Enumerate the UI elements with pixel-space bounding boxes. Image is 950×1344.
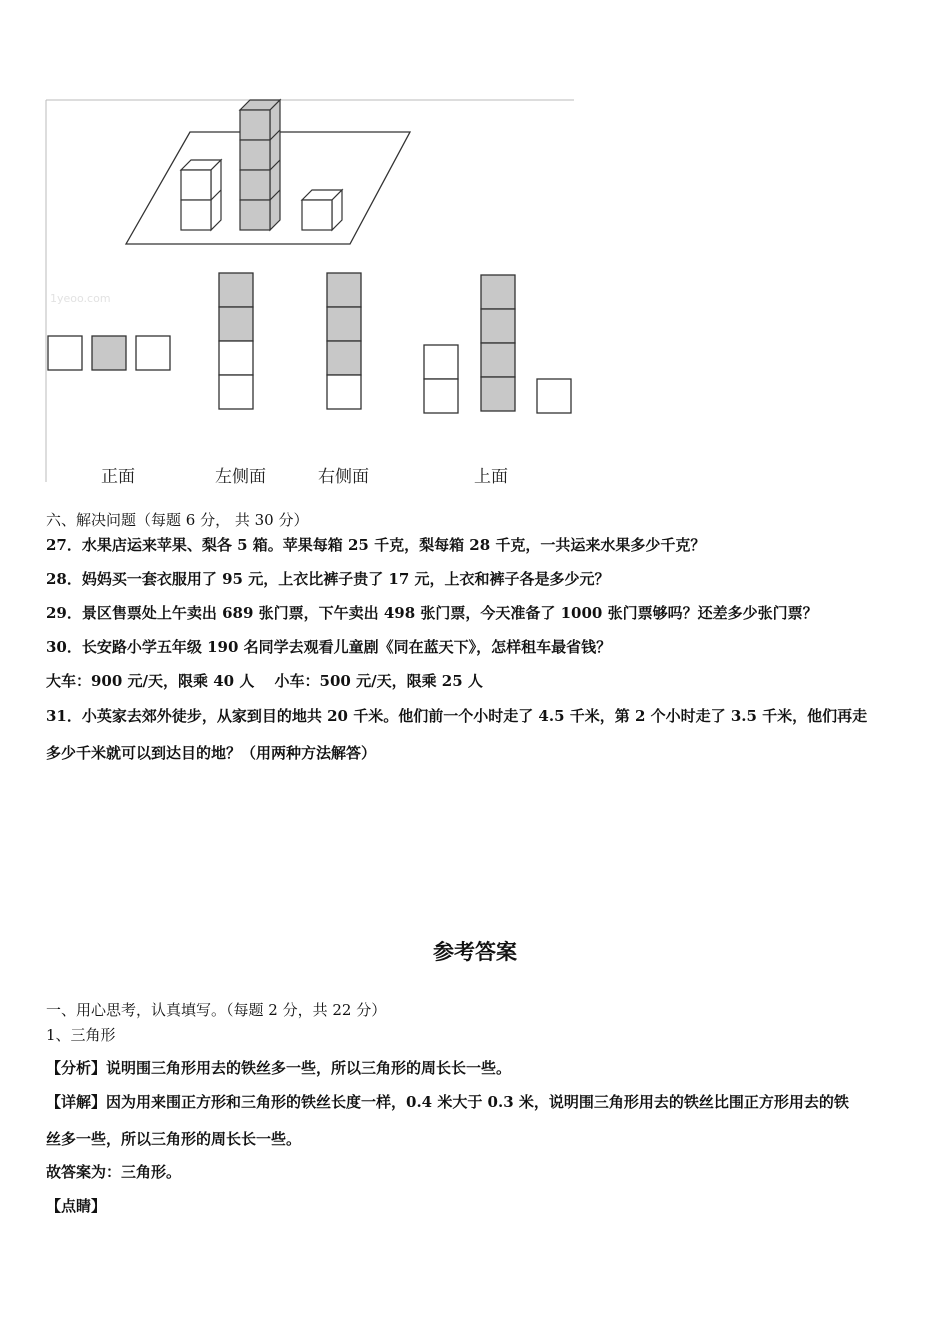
detail-tag: 【详解】 — [46, 1093, 107, 1111]
question-30-detail: 大车：900 元/天，限乘 40 人 小车：500 元/天，限乘 25 人 — [46, 672, 483, 690]
answers-section1-heading: 一、用心思考，认真填写。（每题 2 分，共 22 分） — [46, 1001, 387, 1019]
question-31-line1: 31．小英家去郊外徒步，从家到目的地共 20 千米。他们前一个小时走了 4.5 千米，第 2 个小时走了 3.5 千米，他们再走 — [46, 707, 868, 725]
cube-single-right — [302, 190, 342, 230]
conclusion-line: 故答案为：三角形。 — [46, 1163, 182, 1181]
question-29: 29．景区售票处上午卖出 689 张门票，下午卖出 498 张门票，今天准备了 1000 张门票够吗？还差多少张门票？ — [46, 604, 818, 622]
view-front — [48, 336, 170, 370]
answer-item-1: 1、三角形 — [46, 1026, 116, 1044]
cube-stack-middle — [240, 100, 280, 230]
view-right-side — [327, 273, 361, 409]
question-30: 30．长安路小学五年级 190 名同学去观看儿童剧《同在蓝天下》，怎样租车最省钱？ — [46, 638, 612, 656]
analysis-tag: 【分析】 — [46, 1059, 107, 1077]
comment-tag: 【点睛】 — [46, 1197, 107, 1215]
view-left-side — [219, 273, 253, 409]
view-top — [424, 275, 571, 413]
label-front-view: 正面 — [101, 467, 135, 487]
label-left-side-view: 左侧面 — [215, 467, 266, 487]
detail-line2: 丝多一些，所以三角形的周长长一些。 — [46, 1130, 302, 1148]
label-right-side-view: 右侧面 — [318, 467, 369, 487]
detail-line1 — [46, 1092, 849, 1112]
three-view-figure — [44, 98, 576, 484]
label-top-view: 上面 — [474, 467, 508, 487]
question-31-line2: 多少千米就可以到达目的地？（用两种方法解答） — [46, 744, 377, 762]
analysis-paragraph — [46, 1058, 511, 1078]
answers-title: 参考答案 — [433, 940, 517, 964]
watermark-text: 1yeoo.com — [50, 292, 111, 305]
detail-text-1: 因为用来围正方形和三角形的铁丝长度一样，0.4 米大于 0.3 米，说明围三角形用去的铁丝比围正方形用去的铁 — [106, 1093, 849, 1111]
section6-heading: 六、解决问题（每题 6 分， 共 30 分） — [46, 511, 309, 529]
analysis-text: 说明围三角形用去的铁丝多一些，所以三角形的周长长一些。 — [106, 1059, 512, 1077]
three-view-drawing — [44, 98, 576, 484]
cube-stack-left — [181, 160, 221, 230]
question-27: 27．水果店运来苹果、梨各 5 箱。苹果每箱 25 千克，梨每箱 28 千克，一共运来水果多少千克？ — [46, 536, 706, 554]
question-28: 28．妈妈买一套衣服用了 95 元，上衣比裤子贵了 17 元，上衣和裤子各是多少元？ — [46, 570, 610, 588]
